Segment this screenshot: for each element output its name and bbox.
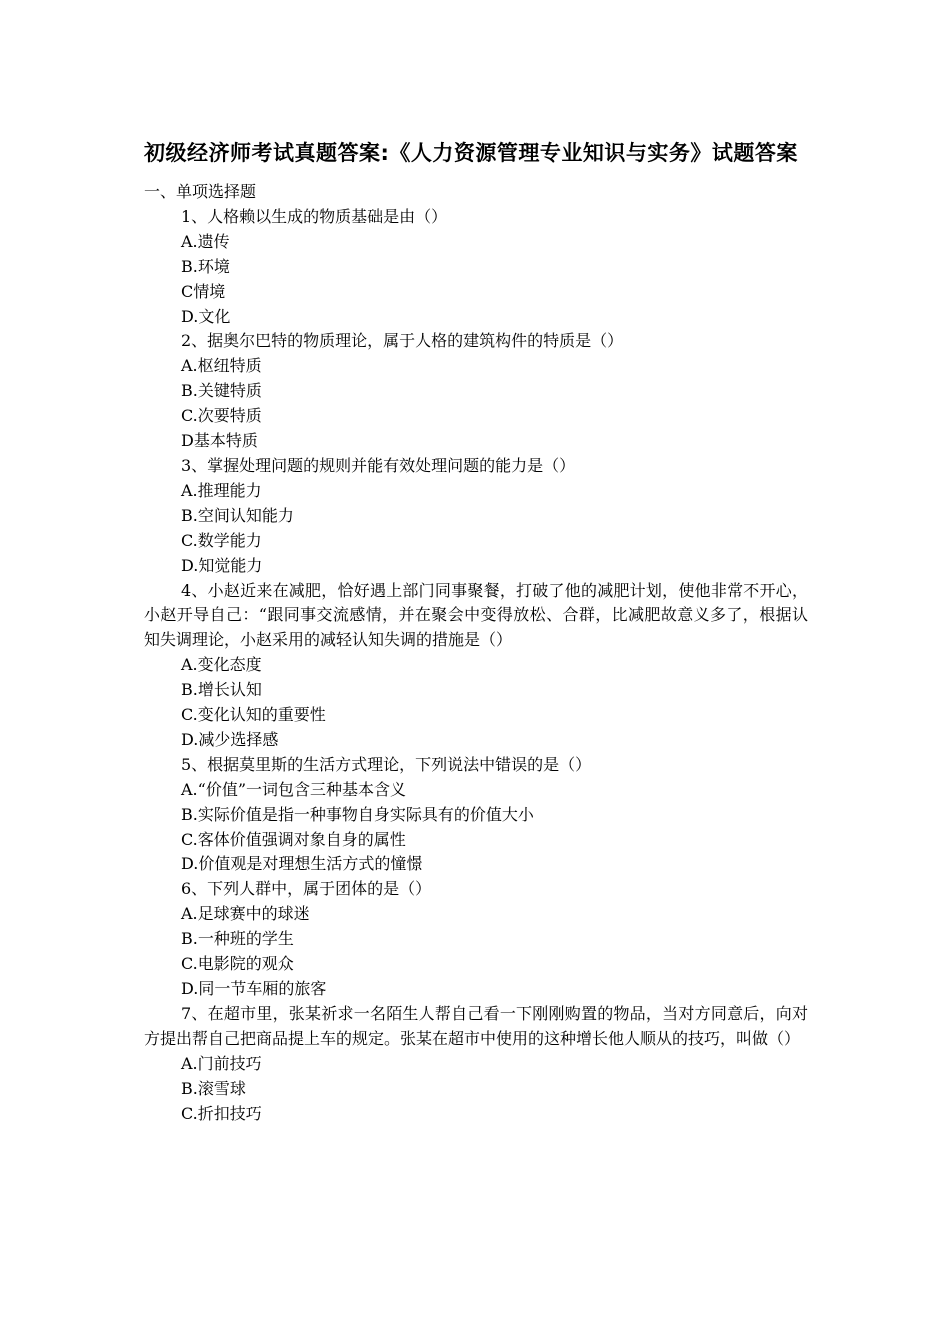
answer-option: D.知觉能力	[181, 555, 263, 575]
answer-option: B.滚雪球	[181, 1078, 246, 1098]
answer-option: C.数学能力	[181, 530, 262, 550]
answer-option: B.实际价值是指一种事物自身实际具有的价值大小	[181, 804, 534, 824]
document-body	[144, 128, 808, 1126]
question-stem: 4、小赵近来在减肥，恰好遇上部门同事聚餐，打破了他的减肥计划，使他非常不开心，小赵开导自己：“跟同事交流感情，并在聚会中变得放松、合群，比减肥故意义多了，根据认知失调理论，小赵采用的减轻认知失调的措施是（）	[144, 580, 808, 650]
document-title: 初级经济师考试真题答案:《人力资源管理专业知识与实务》试题答案	[144, 141, 798, 165]
question-stem: 6、下列人群中，属于团体的是（）	[181, 879, 432, 899]
answer-option: A.变化态度	[181, 655, 262, 675]
answer-option: A.门前技巧	[181, 1053, 262, 1073]
answer-option: A.“价值”一词包含三种基本含义	[181, 779, 407, 799]
answer-option: B.关键特质	[181, 381, 262, 401]
answer-option: B.一种班的学生	[181, 929, 294, 949]
answer-option: B.增长认知	[181, 680, 262, 700]
answer-option: A.推理能力	[181, 480, 262, 500]
answer-option: C.客体价值强调对象自身的属性	[181, 829, 406, 849]
answer-option: C.折扣技巧	[181, 1103, 262, 1123]
answer-option: C.次要特质	[181, 406, 262, 426]
question-block	[144, 454, 808, 579]
question-stem: 2、据奥尔巴特的物质理论，属于人格的建筑构件的特质是（）	[181, 331, 624, 351]
question-list	[144, 205, 808, 1127]
question-block	[144, 1002, 808, 1127]
answer-option: A.足球赛中的球迷	[181, 904, 310, 924]
question-block	[144, 753, 808, 878]
answer-option: D.同一节车厢的旅客	[181, 979, 327, 998]
question-stem: 5、根据莫里斯的生活方式理论，下列说法中错误的是（）	[181, 754, 592, 774]
question-block	[144, 205, 808, 330]
answer-option: D基本特质	[181, 431, 258, 451]
question-block	[144, 877, 808, 1002]
answer-option: B.空间认知能力	[181, 505, 294, 525]
answer-option: B.环境	[181, 256, 230, 276]
answer-option: D.文化	[181, 306, 231, 326]
question-block	[144, 329, 808, 454]
answer-option: C情境	[181, 281, 226, 301]
question-stem: 1、人格赖以生成的物质基础是由（）	[181, 206, 448, 226]
question-block	[144, 579, 808, 753]
answer-option: A.枢纽特质	[181, 356, 262, 376]
answer-option: C.变化认知的重要性	[181, 705, 326, 725]
answer-option: D.价值观是对理想生活方式的憧憬	[181, 854, 423, 874]
question-stem: 3、掌握处理问题的规则并能有效处理问题的能力是（）	[181, 455, 576, 475]
section-heading: 一、单项选择题	[144, 182, 257, 201]
answer-option: D.减少选择感	[181, 729, 279, 749]
answer-option: A.遗传	[181, 231, 230, 251]
question-stem: 7、在超市里，张某祈求一名陌生人帮自己看一下刚刚购置的物品，当对方同意后，向对方提出帮自己把商品提上车的规定。张某在超市中使用的这种增长他人顺从的技巧，叫做（）	[144, 1003, 808, 1048]
answer-option: C.电影院的观众	[181, 954, 294, 974]
